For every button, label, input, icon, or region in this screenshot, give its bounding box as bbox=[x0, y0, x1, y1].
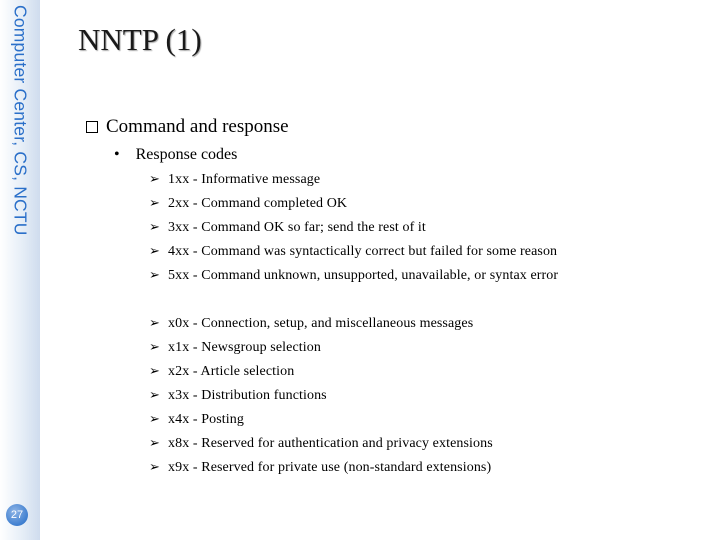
arrow-icon: ➢ bbox=[149, 172, 160, 187]
response-code-list-2 bbox=[149, 312, 493, 480]
arrow-icon: ➢ bbox=[149, 220, 160, 235]
list-item: ➢ x0x - Connection, setup, and miscellaneous messages bbox=[149, 312, 493, 336]
sidebar-label: Computer Center, CS, NCTU bbox=[10, 5, 31, 236]
list-item: ➢ 4xx - Command was syntactically correct but failed for some reason bbox=[149, 240, 558, 264]
list-item: ➢ 3xx - Command OK so far; send the rest of it bbox=[149, 216, 558, 240]
arrow-icon: ➢ bbox=[149, 196, 160, 211]
response-code-list-1 bbox=[149, 168, 558, 288]
arrow-icon: ➢ bbox=[149, 364, 160, 379]
arrow-icon: ➢ bbox=[149, 412, 160, 427]
bullet-level2 bbox=[114, 146, 237, 164]
arrow-icon: ➢ bbox=[149, 460, 160, 475]
list-item: ➢ x3x - Distribution functions bbox=[149, 384, 493, 408]
list-item: ➢ 2xx - Command completed OK bbox=[149, 192, 558, 216]
arrow-icon: ➢ bbox=[149, 244, 160, 259]
bullet-level1-text: Command and response bbox=[106, 116, 289, 137]
list-item: ➢ x8x - Reserved for authentication and privacy extensions bbox=[149, 432, 493, 456]
list-item: ➢ x4x - Posting bbox=[149, 408, 493, 432]
list-item: ➢ x2x - Article selection bbox=[149, 360, 493, 384]
list-item: ➢ x1x - Newsgroup selection bbox=[149, 336, 493, 360]
page-number-badge: 27 bbox=[6, 504, 28, 526]
bullet-level1 bbox=[86, 116, 289, 138]
arrow-icon: ➢ bbox=[149, 388, 160, 403]
list-item: ➢ x9x - Reserved for private use (non-standard extensions) bbox=[149, 456, 493, 480]
arrow-icon: ➢ bbox=[149, 316, 160, 331]
arrow-icon: ➢ bbox=[149, 436, 160, 451]
list-item: ➢ 5xx - Command unknown, unsupported, unavailable, or syntax error bbox=[149, 264, 558, 288]
bullet-level2-text: Response codes bbox=[135, 146, 238, 163]
slide-title: NNTP (1) bbox=[78, 22, 202, 57]
list-item: ➢ 1xx - Informative message bbox=[149, 168, 558, 192]
dot-icon: • bbox=[114, 146, 120, 163]
sidebar bbox=[0, 0, 40, 540]
arrow-icon: ➢ bbox=[149, 340, 160, 355]
checkbox-icon bbox=[86, 121, 98, 133]
arrow-icon: ➢ bbox=[149, 268, 160, 283]
